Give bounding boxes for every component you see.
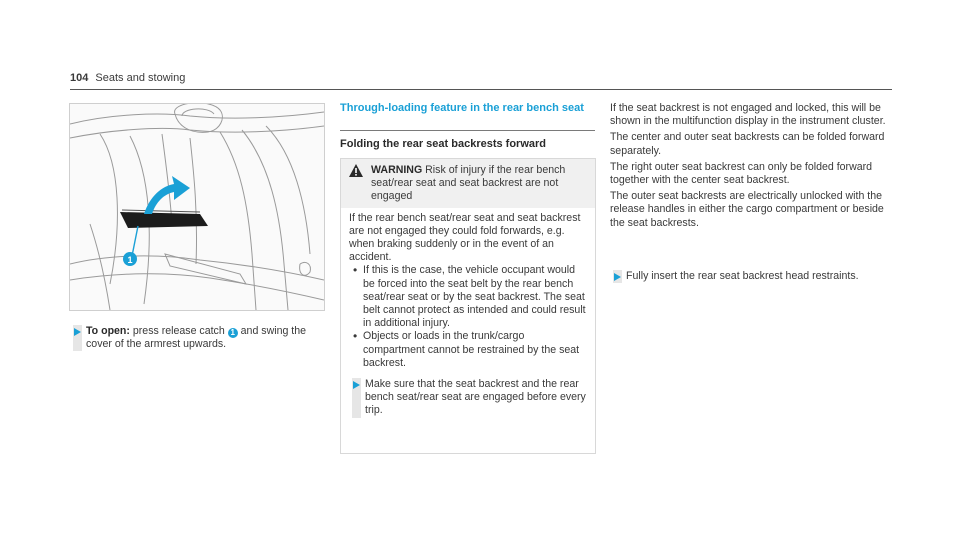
step-text-1: press release catch	[132, 325, 225, 337]
warning-heading: Risk of injury if the rear bench seat/rear seat and seat backrest are not engaged	[371, 164, 566, 203]
armrest-illustration	[69, 103, 325, 311]
warning-text: If the rear bench seat/rear seat and seat backrest are not engaged they could fold forwards, e.g. when braking suddenly or in the event of an accident.	[349, 211, 581, 264]
paragraph: The center and outer seat backrests can be folded forward separately.	[610, 131, 885, 157]
step-arrow-icon	[353, 381, 360, 389]
step-label: To open:	[86, 325, 130, 337]
open-armrest-step	[70, 325, 325, 351]
head-restraint-step	[610, 270, 892, 283]
body-text	[610, 102, 892, 233]
step-marker	[349, 378, 365, 418]
step-text: Fully insert the rear seat backrest head restraints.	[626, 270, 859, 282]
chapter-title: Seats and stowing	[95, 72, 186, 84]
warning-header	[341, 159, 595, 208]
paragraph: If the seat backrest is not engaged and locked, this will be shown in the multifunction display in the instrument cluster.	[610, 102, 886, 128]
figure-callout: 1	[127, 255, 133, 265]
warning-bullets	[349, 264, 587, 370]
warning-box	[340, 158, 596, 454]
section-title: Through-loading feature in the rear bench seat	[340, 102, 584, 114]
step-arrow-icon	[614, 273, 621, 281]
paragraph: The right outer seat backrest can only be folded forward together with the center seat backrest.	[610, 160, 873, 187]
warning-step-text: Make sure that the seat backrest and the rear bench seat/rear seat are engaged before every trip.	[365, 378, 586, 417]
step-marker	[70, 325, 86, 351]
warning-bullet: • Objects or loads in the trunk/cargo compartment cannot be restrained by the seat backrest.	[349, 330, 587, 370]
section-rule	[340, 130, 595, 131]
page-number: 104	[70, 72, 89, 84]
warning-bullet: • If this is the case, the vehicle occupant would be forced into the seat belt by the rear bench seat/rear seat or by the seat backrest. The seat belt cannot protect as intended and could result in additional injury.	[349, 264, 587, 330]
subsection-title: Folding the rear seat backrests forward	[340, 138, 547, 150]
paragraph: The outer seat backrests are electrically unlocked with the release handles in either the cargo compartment or beside the seat backrests.	[610, 190, 884, 229]
warning-label: WARNING	[371, 164, 423, 176]
warning-triangle-icon	[349, 164, 371, 204]
warning-step	[349, 378, 587, 418]
step-marker	[610, 270, 626, 283]
step-arrow-icon	[74, 328, 81, 336]
page-header	[70, 72, 185, 85]
callout-1-icon: 1	[228, 328, 238, 338]
header-rule	[70, 89, 892, 90]
step-text-2: and swing the cover of the armrest upwards.	[86, 325, 307, 351]
